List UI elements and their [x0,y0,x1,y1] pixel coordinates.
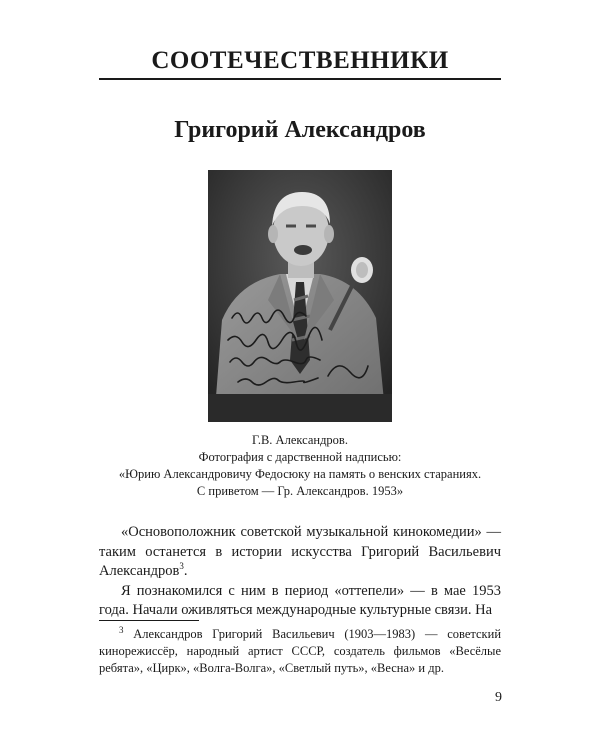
caption-line: Г.В. Александров. [252,433,348,447]
body-text [99,523,501,621]
paragraph-2: Я познакомился с ним в период «оттепели» — в мае 1953 года. Начали оживляться международные культурные связи. На [99,582,501,618]
header-rule [99,78,501,80]
photo-caption [90,432,510,500]
footnote [99,626,501,677]
footnote-rule [99,620,199,621]
section-title: СООТЕЧЕСТВЕННИКИ [151,47,449,74]
paragraph-1-end: . [183,563,188,579]
paragraph-1-text: «Основоположник советской музыкальной кинокомедии» — таким останется в истории искусства Григорий Васильевич Александров [99,524,501,579]
footnote-text: Александров Григорий Васильевич (1903—1983) — советский кинорежиссёр, народный артист СССР, создатель фильмов «Весёлые ребята», «Цирк», «Волга-Волга», «Светлый путь», «Весна» и др. [99,627,502,675]
footnote-ref[interactable]: 3 [179,561,184,572]
caption-line: «Юрию Александровичу Федосюку на память о венских стараниях. [118,467,482,481]
caption-line: С приветом — Гр. Александров. 1953» [196,484,404,498]
caption-line: Фотография с дарственной надписью: [198,450,402,464]
paragraph-1 [99,523,501,582]
portrait-photo [208,170,392,422]
footnote-marker: 3 [119,624,124,635]
page-number: 9 [495,690,502,705]
article-title: Григорий Александров [174,117,426,143]
